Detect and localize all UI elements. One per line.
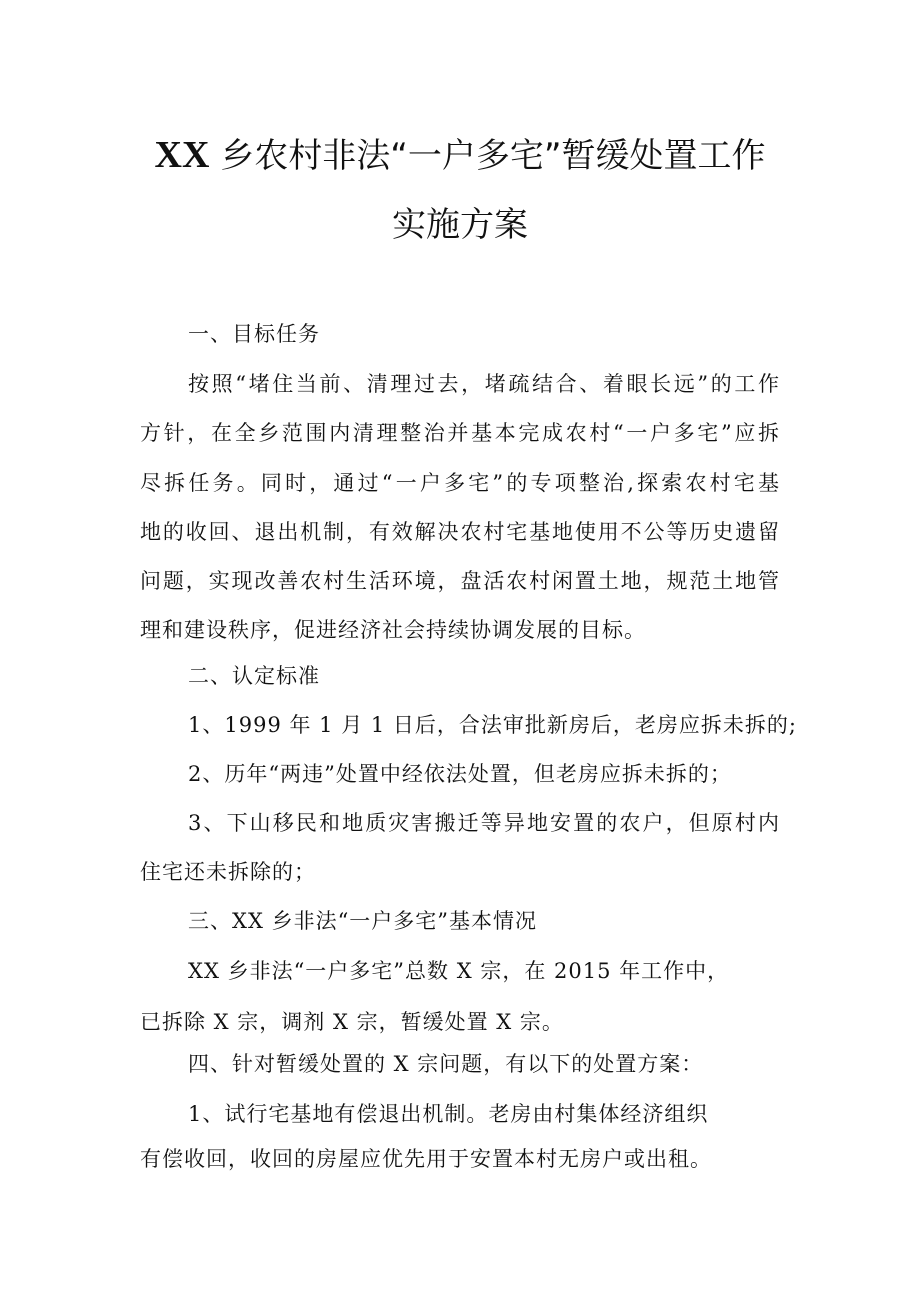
paragraph-line: 方针，在全乡范围内清理整治并基本完成农村“一户多宅”应拆: [140, 421, 780, 445]
section-heading: 一、目标任务: [188, 322, 320, 346]
section-heading: 三、XX 乡非法“一户多宅”基本情况: [188, 909, 538, 933]
list-item: 1、1999 年 1 月 1 日后，合法审批新房后，老房应拆未拆的;: [188, 713, 797, 737]
list-item: 3、下山移民和地质灾害搬迁等异地安置的农户，但原村内: [188, 811, 780, 835]
paragraph-line: 地的收回、退出机制，有效解决农村宅基地使用不公等历史遗留: [140, 520, 780, 544]
list-item-continuation: 有偿收回，收回的房屋应优先用于安置本村无房户或出租。: [140, 1147, 712, 1171]
paragraph-line: 已拆除 X 宗，调剂 X 宗，暂缓处置 X 宗。: [140, 1010, 564, 1034]
document-title-line-1: [0, 135, 920, 176]
document-title-line-2: 实施方案: [392, 205, 528, 245]
list-item: 2、历年“两违”处置中经依法处置，但老房应拆未拆的；: [188, 762, 732, 786]
paragraph-line: 理和建设秩序，促进经济社会持续协调发展的目标。: [140, 618, 646, 642]
paragraph-line: 问题，实现改善农村生活环境，盘活农村闲置土地，规范土地管: [140, 569, 780, 593]
section-heading: 二、认定标准: [188, 664, 320, 688]
paragraph-line: 尽拆任务。同时，通过“一户多宅”的专项整治,探索农村宅基: [140, 471, 780, 495]
section-heading: 四、针对暂缓处置的 X 宗问题，有以下的处置方案：: [188, 1052, 704, 1076]
paragraph-line: XX 乡非法“一户多宅”总数 X 宗，在 2015 年工作中，: [188, 959, 730, 983]
paragraph-line: 按照“堵住当前、清理过去，堵疏结合、着眼长远”的工作: [188, 372, 780, 396]
title-prefix: XX: [154, 134, 210, 176]
list-item-continuation: 住宅还未拆除的；: [140, 860, 316, 884]
list-item: 1、试行宅基地有偿退出机制。老房由村集体经济组织: [188, 1102, 709, 1126]
title-text: 乡农村非法“一户多宅”暂缓处置工作: [209, 136, 766, 176]
